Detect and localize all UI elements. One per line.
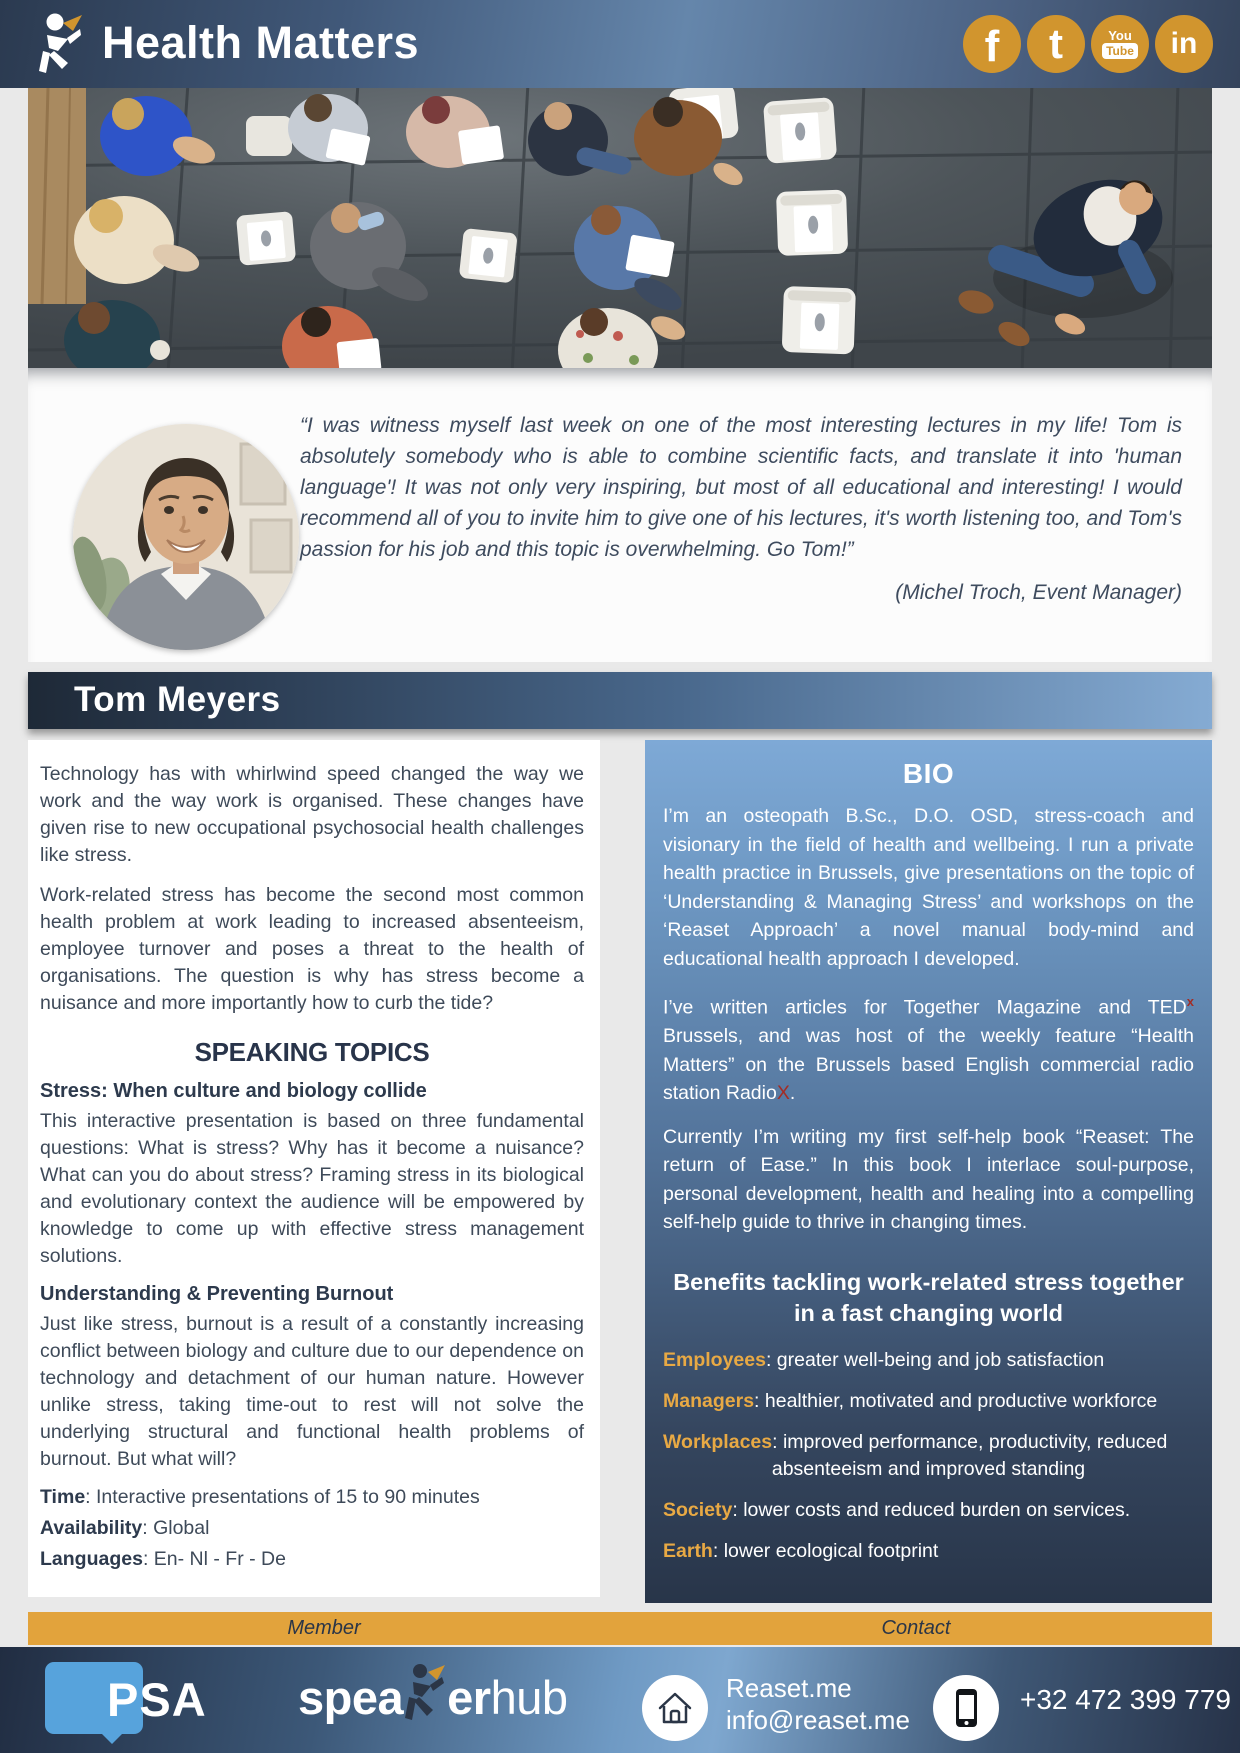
benefit-earth-value: : lower ecological footprint bbox=[712, 1539, 939, 1562]
page-title: Health Matters bbox=[102, 17, 420, 68]
linkedin-glyph: in bbox=[1170, 27, 1198, 60]
youtube-glyph-top: You bbox=[1108, 28, 1132, 43]
phone-icon bbox=[933, 1675, 999, 1741]
intro-paragraph-2: Work-related stress has become the second most common health problem at work leading to increased absenteeism, employee turnover and poses a threat to the health of organisations. The question is why has stress become a nuisance and more importantly how to curb the tide? bbox=[40, 884, 584, 1014]
benefit-society-value: : lower costs and reduced burden on services. bbox=[732, 1498, 1131, 1521]
header-bar bbox=[0, 0, 1240, 88]
detail-languages-value: : En- Nl - Fr - De bbox=[142, 1548, 286, 1570]
benefit-workplaces-label: Workplaces bbox=[663, 1430, 773, 1453]
benefit-employees bbox=[663, 1347, 1194, 1374]
benefit-society bbox=[663, 1497, 1194, 1524]
health-matters-logo-icon bbox=[34, 11, 86, 75]
detail-time-label: Time bbox=[40, 1486, 86, 1508]
workshop-photo bbox=[28, 88, 1212, 368]
detail-availability-label: Availability bbox=[40, 1517, 143, 1539]
website-link[interactable]: Reaset.me bbox=[726, 1673, 852, 1703]
facebook-icon[interactable] bbox=[963, 15, 1021, 73]
psa-logo-text: PSA bbox=[107, 1673, 207, 1726]
detail-languages bbox=[40, 1544, 584, 1575]
topic-2-body: Just like stress, burnout is a result of a constantly increasing conflict between biology and culture due to our dependence on technology and detachment of our human nature. However unlike stress, taking time-out to rest will not solve the underlying structural and functional health problems of burnout. But what will? bbox=[40, 1313, 584, 1470]
speaking-topics-heading: SPEAKING TOPICS bbox=[194, 1037, 430, 1067]
benefit-managers bbox=[663, 1388, 1194, 1415]
linkedin-icon[interactable] bbox=[1155, 15, 1213, 73]
benefit-society-label: Society bbox=[663, 1498, 733, 1521]
engagement-details bbox=[40, 1482, 584, 1575]
benefit-employees-label: Employees bbox=[663, 1348, 766, 1371]
benefit-managers-label: Managers bbox=[663, 1389, 755, 1412]
benefit-workplaces-value: : improved performance, productivity, reduced bbox=[772, 1430, 1168, 1453]
speaking-topics-column bbox=[28, 740, 600, 1597]
bio-column bbox=[645, 740, 1212, 1603]
benefits-heading-line1: Benefits tackling work-related stress together bbox=[673, 1268, 1184, 1295]
facebook-glyph: f bbox=[984, 22, 1000, 71]
topic-2-title: Understanding & Preventing Burnout bbox=[40, 1283, 394, 1305]
intro-paragraph-1: Technology has with whirlwind speed changed the way we work and the way work is organised. These changes have given rise to new occupational psychosocial health challenges like stress. bbox=[40, 763, 584, 866]
brand bbox=[34, 11, 419, 75]
detail-time-value: : Interactive presentations of 15 to 90 minutes bbox=[85, 1486, 480, 1508]
benefit-employees-value: : greater well-being and job satisfaction bbox=[765, 1348, 1105, 1371]
speaker-name: Tom Meyers bbox=[74, 680, 281, 719]
home-icon bbox=[642, 1675, 708, 1741]
bio-paragraph-1: I’m an osteopath B.Sc., D.O. OSD, stress-coach and visionary in the field of health and wellbeing. I run a private health practice in Brussels, give presentations on the topic of ‘Understanding & Managing Stress’ and workshops on the ‘Reaset Approach’ a novel manual body-mind and educational health approach I developed. bbox=[663, 805, 1194, 970]
benefit-workplaces-value2: absenteeism and improved standing bbox=[771, 1457, 1086, 1480]
contact-label: Contact bbox=[881, 1617, 951, 1639]
twitter-icon[interactable] bbox=[1027, 15, 1085, 73]
bio-p2-text: I’ve written articles for Together Magazine and TED bbox=[663, 996, 1187, 1019]
benefit-earth-label: Earth bbox=[663, 1539, 713, 1562]
bio-paragraph-2 bbox=[663, 988, 1194, 1108]
youtube-icon[interactable] bbox=[1091, 15, 1149, 73]
benefit-earth bbox=[663, 1538, 1194, 1565]
speakerhub-text-hub: hub bbox=[490, 1670, 568, 1724]
phone-number-link[interactable]: +32 472 399 779 bbox=[1020, 1684, 1231, 1715]
footer-bar bbox=[0, 1647, 1240, 1753]
testimonial-quote: “I was witness myself last week on one of the most interesting lectures in my life! Tom is absolutely somebody who is able to combine scientific facts, and translate it into 'human language'! It was not only very inspiring, but most of all educational and interesting! I would recommend all of you to invite him to give one of his lectures, it's worth listening too, and Tom's passion for his job and this topic is overwhelming. Go Tom!” bbox=[300, 414, 1182, 561]
testimonial-section bbox=[28, 368, 1212, 662]
name-banner bbox=[28, 672, 1212, 729]
detail-time bbox=[40, 1482, 584, 1513]
member-contact-bar bbox=[28, 1612, 1212, 1645]
tom-meyers-portrait bbox=[73, 424, 299, 650]
detail-availability bbox=[40, 1513, 584, 1544]
detail-languages-label: Languages bbox=[40, 1548, 143, 1570]
topic-1-title: Stress: When culture and biology collide bbox=[40, 1080, 427, 1102]
member-label: Member bbox=[287, 1617, 361, 1639]
tedx-superscript: x bbox=[1186, 994, 1194, 1009]
testimonial-attribution: (Michel Troch, Event Manager) bbox=[895, 581, 1182, 604]
bio-paragraph-3: Currently I’m writing my first self-help book “Reaset: The return of Ease.” In this book I interlace soul-purpose, personal development, health and healing into a compelling self-help guide to thrive in changing times. bbox=[663, 1125, 1194, 1233]
bio-p2-text-2: Brussels, and was host of the weekly feature “Health Matters” on the Brussels based English commercial radio station Radio bbox=[663, 1025, 1194, 1104]
topic-1-body: This interactive presentation is based on three fundamental questions: What is stress? Why has it become a nuisance? What can you do about stress? Framing stress in its biological and evolutionary context the audience will be empowered by knowledge to come up with effective stress management solutions. bbox=[40, 1110, 584, 1267]
bio-p2-period: . bbox=[789, 1082, 796, 1104]
benefits-heading-line2: in a fast changing world bbox=[794, 1299, 1063, 1326]
youtube-glyph-bottom: Tube bbox=[1102, 43, 1138, 59]
website-contact bbox=[726, 1672, 910, 1736]
social-links bbox=[963, 15, 1213, 73]
detail-availability-value: : Global bbox=[142, 1517, 210, 1539]
speakerhub-text-spea: spea bbox=[298, 1670, 404, 1724]
email-link[interactable]: info@reaset.me bbox=[726, 1705, 910, 1735]
radiox-x: X bbox=[776, 1082, 790, 1104]
speakerhub-logo bbox=[298, 1667, 568, 1727]
benefit-workplaces bbox=[663, 1429, 1194, 1483]
benefit-managers-value: : healthier, motivated and productive workforce bbox=[754, 1389, 1158, 1412]
speakerhub-figure-icon bbox=[404, 1663, 446, 1723]
benefits-heading bbox=[663, 1267, 1194, 1329]
bio-heading: BIO bbox=[902, 758, 955, 789]
psa-logo bbox=[45, 1662, 275, 1740]
speakerhub-text-er: er bbox=[447, 1670, 491, 1724]
twitter-glyph: t bbox=[1049, 20, 1063, 67]
